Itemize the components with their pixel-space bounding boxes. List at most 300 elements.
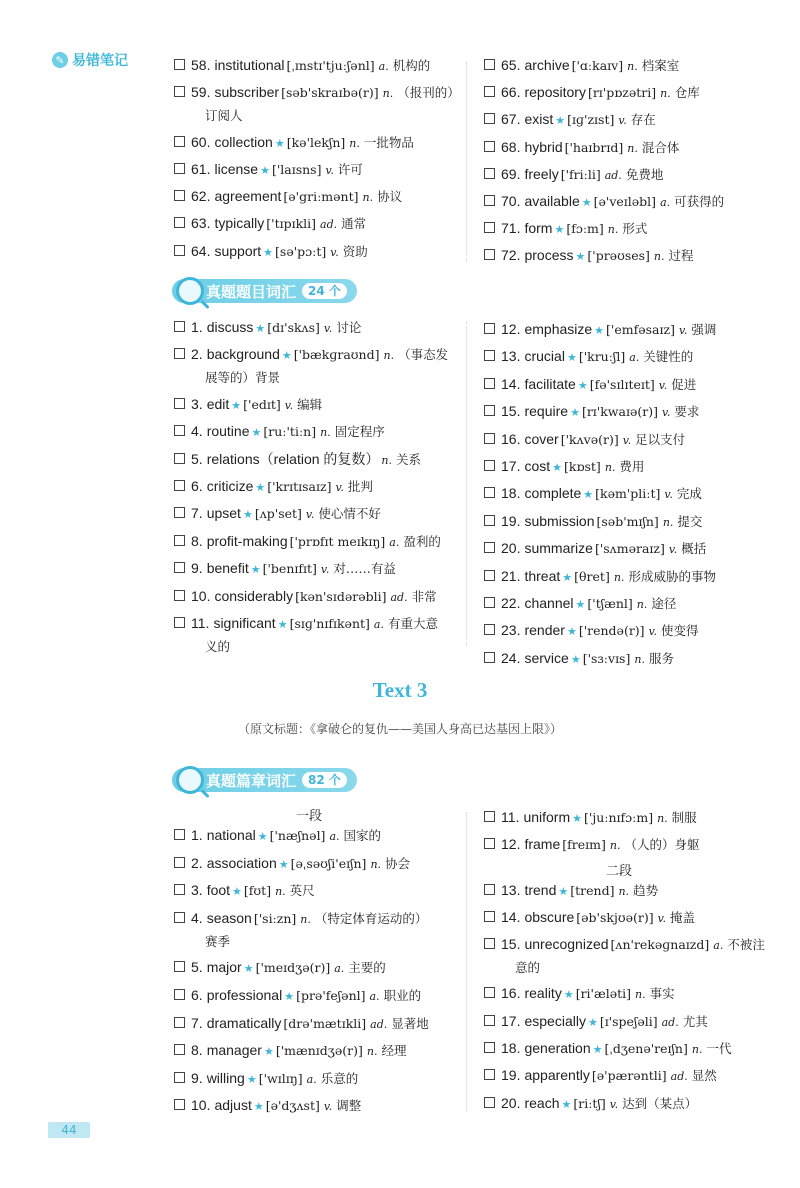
entry-meaning: （报刊的） [397,85,460,101]
checkbox-icon[interactable] [484,59,495,70]
entry-phonetic: ['sʌməraɪz] [594,541,665,557]
entry-phonetic: ['haɪbrɪd] [564,139,624,155]
vocab-entry-line [484,908,784,928]
entry-meaning-continued: 义的 [205,638,231,654]
entry-phonetic: [riːtʃ] [573,1095,606,1111]
vocab-entry [174,909,464,951]
checkbox-icon[interactable] [484,938,495,949]
word-count-badge: 24 个 [302,283,347,299]
entry-word: edit [206,395,230,412]
entry-part-of-speech: a. [373,617,384,631]
entry-word: emphasize [524,321,593,337]
vocab-entry [484,539,784,559]
vocab-entry-line [174,587,464,607]
entry-meaning-continued: 意的 [515,960,541,976]
vocab-entry-line [484,402,784,422]
entry-number: 22. [501,594,521,611]
star-icon: ★ [243,962,254,976]
entry-part-of-speech: ad. [320,218,338,232]
word-column-top-right [484,56,784,274]
entry-phonetic: ['sɜːvɪs] [582,650,631,666]
checkbox-icon[interactable] [174,86,185,97]
vocab-entry [484,567,784,587]
entry-meaning: 不被注 [727,937,765,953]
entry-phonetic: ['siːzn] [253,910,297,926]
vocab-entry [174,345,464,387]
entry-part-of-speech: n. [657,812,668,825]
entry-number: 13. [501,348,521,365]
badge-icon: ✎ [52,52,68,68]
entry-phonetic: ['juːnɪfɔːm] [584,810,654,825]
entry-part-of-speech: n. [362,191,374,205]
entry-word: repository [524,84,586,101]
checkbox-icon[interactable] [484,624,495,635]
entry-meaning: 要求 [674,404,700,420]
entry-word: association [206,854,277,871]
entry-phonetic: [ɪɡ'zɪst] [567,112,615,128]
checkbox-icon[interactable] [484,195,495,206]
entry-word: season [206,909,252,926]
entry-part-of-speech: n. [604,460,616,474]
checkbox-icon[interactable] [484,838,495,849]
entry-phonetic: [sɪɡ'nɪfɪkənt] [289,615,370,631]
entry-meaning: 显著地 [391,1015,429,1031]
entry-meaning: 职业的 [383,987,422,1003]
star-icon: ★ [554,223,565,237]
checkbox-icon[interactable] [484,460,495,471]
vocab-entry-line [484,512,784,532]
checkbox-icon[interactable] [484,141,495,152]
entry-meaning: 足以支付 [635,431,686,447]
vocab-entry [484,320,784,340]
vocab-entry [174,1096,464,1116]
checkbox-icon[interactable] [174,217,185,228]
entry-number: 66. [501,84,521,101]
vocab-entry-line [484,649,784,669]
entry-phonetic: ['prɒfɪt meɪkɪŋ] [289,533,386,549]
entry-phonetic: [rɪ'kwaɪə(r)] [581,404,658,420]
entry-phonetic: ['emfəsaɪz] [606,322,675,337]
entry-word: generation [524,1040,591,1057]
checkbox-icon[interactable] [484,405,495,416]
checkbox-icon[interactable] [484,570,495,581]
entry-phonetic: [ˌdʒenə'reɪʃn] [604,1041,688,1057]
vocab-entry [174,477,464,497]
checkbox-icon[interactable] [484,911,495,922]
entry-part-of-speech: ad. [670,1070,688,1084]
entry-word: facilitate [524,375,576,392]
vocab-entry [484,347,784,367]
column-divider [466,322,467,646]
entry-meaning-continued: 赛季 [205,933,231,949]
checkbox-icon[interactable] [174,590,185,601]
entry-number: 2. [191,854,203,871]
vocab-entry [174,854,464,874]
vocab-entry-line [484,1012,784,1032]
vocab-entry-line [484,835,784,855]
star-icon: ★ [284,989,295,1003]
checkbox-icon[interactable] [484,597,495,608]
entry-meaning: 通常 [341,216,367,232]
checkbox-icon[interactable] [174,1017,185,1028]
entry-meaning: 达到（某点） [622,1095,698,1111]
checkbox-icon[interactable] [174,59,185,70]
entry-meaning: 固定程序 [334,424,385,440]
entry-meaning: 过程 [668,248,694,264]
checkbox-icon[interactable] [174,1072,185,1083]
star-icon: ★ [583,488,594,502]
star-icon: ★ [577,378,588,392]
original-title-note: （原文标题：《拿破仑的复仇——美国人身高已达基因上限》） [237,722,562,736]
entry-phonetic: ['næʃnəl] [269,828,326,843]
entry-word: cost [524,457,551,474]
entry-phonetic: ['tʃænl] [587,595,633,611]
entry-part-of-speech: n. [382,87,394,101]
checkbox-icon[interactable] [174,1044,185,1055]
entry-part-of-speech: n. [609,839,621,853]
checkbox-icon[interactable] [174,136,185,147]
entry-part-of-speech: ad. [370,1017,388,1031]
vocab-entry-line [484,246,784,266]
vocab-entry-line [484,539,784,559]
entry-number: 12. [501,836,521,853]
vocab-entry-line [174,318,464,338]
entry-phonetic: ['meɪdʒə(r)] [255,960,331,976]
vocab-entry [484,594,784,614]
entry-number: 23. [501,622,521,639]
entry-number: 19. [501,1067,521,1084]
entry-word: especially [524,1012,586,1029]
entry-part-of-speech: a. [329,830,340,843]
entry-part-of-speech: ad. [604,168,622,182]
entry-part-of-speech: v. [609,1097,619,1111]
checkbox-icon[interactable] [484,113,495,124]
star-icon: ★ [232,885,242,899]
word-column-top-left [174,56,464,269]
star-icon: ★ [260,163,270,177]
entry-part-of-speech: n. [607,223,619,237]
entry-number: 21. [501,567,521,584]
checkbox-icon[interactable] [174,912,185,923]
entry-meaning: 强调 [691,322,717,337]
entry-word: threat [524,567,561,584]
checkbox-icon[interactable] [484,1097,495,1108]
star-icon: ★ [555,114,566,128]
entry-number: 5. [191,959,203,976]
checkbox-icon[interactable] [174,535,185,546]
vocab-entry [484,110,784,130]
entry-number: 7. [191,1014,203,1031]
entry-number: 20. [501,540,521,557]
entry-word: render [524,622,565,639]
star-icon: ★ [552,460,563,474]
entry-word: considerably [214,587,294,604]
entry-meaning: 形式 [622,221,648,237]
entry-part-of-speech: n. [636,597,648,611]
vocab-entry-line [484,56,784,76]
vocab-entry-line [174,881,464,901]
section-banner-passage-vocab [172,768,357,792]
vocab-entry [174,587,464,607]
entry-meaning: 讨论 [336,320,362,335]
entry-phonetic: [ˌɪnstɪ'tjuːʃənl] [286,58,375,73]
checkbox-icon[interactable] [484,168,495,179]
entry-part-of-speech: a. [660,195,671,209]
star-icon: ★ [570,652,581,666]
checkbox-icon[interactable] [174,617,185,628]
checkbox-icon[interactable] [484,811,495,822]
vocab-entry [484,484,784,504]
checkbox-icon[interactable] [174,562,185,573]
entry-part-of-speech: a. [713,939,724,953]
entry-number: 69. [501,165,521,182]
checkbox-icon[interactable] [484,542,495,553]
entry-word: adjust [214,1097,252,1114]
entry-word: crucial [524,348,565,365]
entry-number: 65. [501,57,521,73]
entry-word: license [214,160,259,177]
entry-meaning: 乐意的 [320,1070,359,1086]
entry-meaning: 概括 [681,541,707,557]
entry-meaning: （特定体育运动的） [314,910,428,926]
star-icon: ★ [587,1015,598,1029]
entry-number: 58. [191,57,211,73]
entry-part-of-speech: v. [618,114,627,128]
checkbox-icon[interactable] [484,515,495,526]
checkbox-icon[interactable] [174,245,185,256]
entry-meaning: 事实 [649,986,675,1002]
vocab-entry-line [484,1039,784,1059]
entry-phonetic: [sə'pɔːt] [275,243,327,259]
entry-part-of-speech: v. [661,406,671,420]
checkbox-icon[interactable] [174,348,185,359]
entry-number: 67. [501,111,521,128]
vocab-entry [484,649,784,669]
checkbox-icon[interactable] [484,1042,495,1053]
entry-word: reach [524,1094,560,1111]
entry-part-of-speech: a. [306,1072,317,1086]
vocab-entry [484,512,784,532]
entry-part-of-speech: n. [320,426,331,440]
checkbox-icon[interactable] [174,163,185,174]
checkbox-icon[interactable] [484,1015,495,1026]
entry-meaning: 掩盖 [670,909,696,925]
entry-part-of-speech: a. [629,351,640,365]
entry-phonetic: [prə'feʃənl] [296,987,366,1003]
star-icon: ★ [253,1100,264,1114]
checkbox-icon[interactable] [174,425,185,436]
entry-word: uniform [523,809,571,825]
entry-phonetic: [trend] [570,882,615,898]
entry-number: 68. [501,138,521,155]
section-title: Text 3 [372,678,428,702]
checkbox-icon[interactable] [484,487,495,498]
entry-part-of-speech: v. [678,324,688,337]
entry-word: criticize [206,477,254,494]
entry-word: summarize [524,540,593,557]
vocab-entry-line [174,958,464,978]
entry-meaning: 关键性的 [643,349,694,365]
entry-meaning: 尤其 [682,1013,708,1029]
checkbox-icon[interactable] [484,249,495,260]
checkbox-icon[interactable] [174,829,185,840]
vocab-entry [174,881,464,901]
entry-word: freely [524,165,559,182]
entry-phonetic: ['ɑːkaɪv] [571,58,624,73]
entry-number: 17. [501,1012,521,1029]
checkbox-icon[interactable] [174,1099,185,1110]
entry-part-of-speech: n. [660,87,671,101]
paragraph-heading: 一段 [295,809,322,824]
entry-word: submission [524,512,595,529]
checkbox-icon[interactable] [174,507,185,518]
checkbox-icon[interactable] [484,323,495,334]
entry-meaning-continued: 订阅人 [205,108,243,124]
checkbox-icon[interactable] [174,453,185,464]
entry-meaning: 调整 [336,1098,362,1114]
vocab-entry [174,56,464,76]
entry-word: process [524,247,574,264]
entry-part-of-speech: v. [648,625,657,639]
vocab-entry [484,83,784,103]
entry-word: national [206,827,256,843]
checkbox-icon[interactable] [174,321,185,332]
entry-word: subscriber [214,84,280,101]
checkbox-icon[interactable] [174,857,185,868]
entry-number: 14. [501,375,521,392]
entry-word: major [206,959,242,976]
entry-meaning: 盈利的 [403,533,441,549]
checkbox-icon[interactable] [484,652,495,663]
vocab-entry [484,984,784,1004]
entry-meaning: （事态发 [398,347,449,363]
checkbox-icon[interactable] [484,1069,495,1080]
magnifier-icon [176,277,204,305]
checkbox-icon[interactable] [484,987,495,998]
entry-phonetic: [kəm'pliːt] [595,486,661,502]
entry-meaning: 机构的 [392,58,431,73]
entry-word: discuss [206,319,254,335]
vocab-entry-line [484,347,784,367]
entry-meaning: 费用 [619,458,645,474]
vocab-entry-line [174,450,464,470]
entry-word: exist [524,111,554,128]
checkbox-icon[interactable] [174,961,185,972]
entry-word: upset [206,505,241,522]
column-divider [466,812,467,1112]
entry-word: background [206,346,280,363]
entry-word: collection [214,133,273,150]
entry-part-of-speech: v. [658,378,668,392]
entry-number: 16. [501,430,521,447]
entry-part-of-speech: a. [369,989,380,1003]
entry-phonetic: [fə'sɪlɪteɪt] [589,376,655,392]
entry-word: significant [213,614,276,631]
checkbox-icon[interactable] [484,350,495,361]
entry-part-of-speech: v. [323,322,333,335]
entry-part-of-speech: v. [668,543,678,557]
entry-part-of-speech: n. [366,1045,378,1059]
vocab-entry-line [484,110,784,130]
entry-number: 15. [501,403,521,420]
vocab-entry-line [174,83,464,103]
star-icon: ★ [278,857,289,871]
entry-word: typically [214,215,265,232]
entry-phonetic: [ə'veɪləbl] [593,193,657,209]
vocab-entry-line [174,1014,464,1034]
star-icon: ★ [563,988,574,1002]
entry-meaning: 形成威胁的事物 [628,568,716,584]
entry-number: 18. [501,485,521,502]
entry-meaning: 英尺 [289,883,315,899]
vocab-entry-line [484,138,784,158]
checkbox-icon[interactable] [174,190,185,201]
checkbox-icon[interactable] [484,378,495,389]
entry-word: trend [524,881,557,898]
vocab-entry [484,1066,784,1086]
vocab-entry-line [174,854,464,874]
checkbox-icon[interactable] [484,86,495,97]
entry-part-of-speech: n. [275,885,286,899]
vocab-entry-line [174,614,464,634]
vocab-entry-line [174,345,464,365]
vocab-entry [174,504,464,524]
entry-number: 12. [501,321,521,337]
vocab-entry-line [484,594,784,614]
entry-word: hybrid [524,138,563,155]
page-number: 44 [48,1122,90,1138]
checkbox-icon[interactable] [484,884,495,895]
star-icon: ★ [566,351,577,365]
entry-meaning: 关系 [396,451,422,467]
star-icon: ★ [257,830,268,843]
star-icon: ★ [242,508,253,522]
checkbox-icon[interactable] [484,222,495,233]
vocab-entry-line [174,160,464,180]
vocab-entry [174,318,464,338]
entry-meaning-continued: 展等的）背景 [205,370,281,386]
checkbox-icon[interactable] [484,433,495,444]
vocab-entry [174,450,464,470]
vocab-entry-line [484,1094,784,1114]
entry-phonetic: ['kruːʃl] [578,349,626,365]
checkbox-icon[interactable] [174,989,185,1000]
entry-part-of-speech: n. [653,250,665,264]
entry-number: 70. [501,192,521,209]
checkbox-icon[interactable] [174,480,185,491]
star-icon: ★ [562,570,573,584]
star-icon: ★ [566,625,577,639]
checkbox-icon[interactable] [174,884,185,895]
entry-word: require [524,403,569,420]
star-icon: ★ [250,563,261,577]
vocab-entry [484,457,784,477]
entry-phonetic: ['mænɪdʒə(r)] [275,1043,363,1059]
star-icon: ★ [575,597,586,611]
vocab-entry-line [484,165,784,185]
entry-number: 3. [191,395,203,412]
star-icon: ★ [263,1045,274,1059]
vocab-entry [484,219,784,239]
section-banner-question-vocab [172,279,357,303]
entry-number: 63. [191,215,211,232]
vocab-entry-line [484,375,784,395]
entry-part-of-speech: v. [622,433,632,447]
entry-phonetic: [ə'griːmənt] [283,189,359,205]
vocab-entry [484,835,784,855]
entry-part-of-speech: n. [300,912,311,926]
checkbox-icon[interactable] [174,398,185,409]
